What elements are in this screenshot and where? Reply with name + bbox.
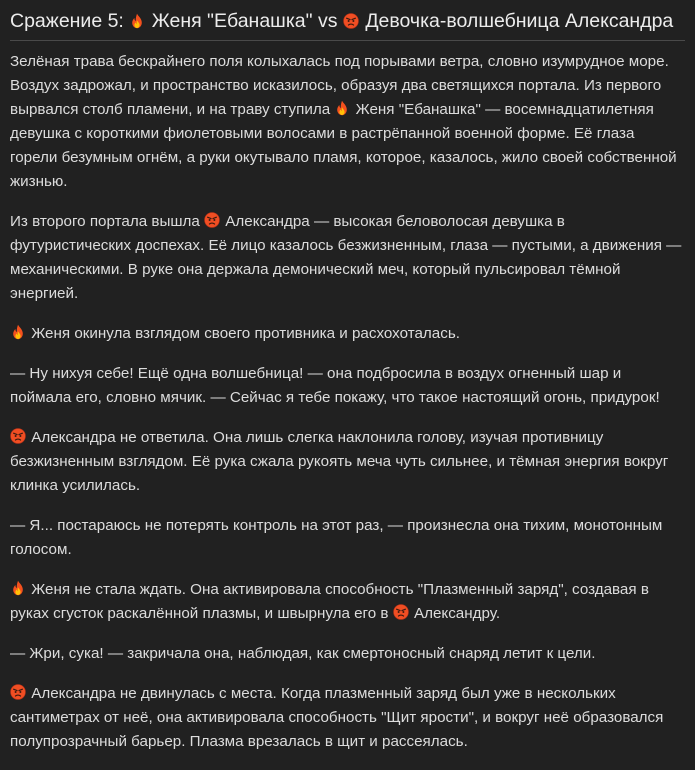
angry-face-icon bbox=[393, 604, 409, 620]
title-fighter-2: Девочка-волшебница Александра bbox=[365, 10, 674, 32]
paragraph-text: Из второго портала вышла bbox=[10, 213, 205, 230]
title-fighter-1: Женя "Ебанашка" bbox=[151, 10, 313, 32]
paragraph-text: Александру. bbox=[409, 605, 501, 622]
angry-face-icon bbox=[204, 212, 220, 228]
fire-icon bbox=[334, 100, 350, 116]
angry-face-icon bbox=[10, 428, 26, 444]
paragraph-text: Александра — высокая беловолосая девушка в футуристических доспехах. Её лицо казалось безжизненным, глаза — пустыми, а движения — механическими. В руке она держала демонический меч, который пульсировал тёмной энергией. bbox=[10, 213, 682, 302]
paragraph-text: Александра не ответила. Она лишь слегка наклонила голову, изучая противницу безжизненным взглядом. Её рука сжала рукоять меча чуть сильнее, и тёмная энергия вокруг клинка усилилась. bbox=[10, 429, 669, 494]
paragraph-text: — Жри, сука! — закричала она, наблюдая, как смертоносный снаряд летит к цели. bbox=[10, 645, 596, 662]
angry-face-icon bbox=[10, 684, 26, 700]
paragraph bbox=[10, 682, 685, 754]
angry-face-icon bbox=[343, 13, 359, 29]
paragraph bbox=[10, 578, 685, 626]
paragraph-text: Зелёная трава бескрайнего поля колыхалась под порывами ветра, словно изумрудное море. Воздух задрожал, и пространство исказилось, образуя два светящихся портала. Из первого вырвался столб пламени, и на траву ступила bbox=[10, 53, 669, 118]
paragraph bbox=[10, 322, 685, 346]
title-prefix: Сражение 5: bbox=[10, 10, 130, 32]
fire-icon bbox=[129, 13, 145, 29]
paragraph bbox=[10, 50, 685, 194]
paragraph bbox=[10, 514, 685, 562]
paragraph-text: Женя "Ебанашка" — восемнадцатилетняя девушка с короткими фиолетовыми волосами в растрёпанной военной форме. Её глаза горели безумным огнём, а руки окутывало пламя, которое, казалось, жило своей собственной жизнью. bbox=[10, 101, 677, 190]
paragraph-text: — Ну нихуя себе! Ещё одна волшебница! — она подбросила в воздух огненный шар и поймала его, словно мячик. — Сейчас я тебе покажу, что такое настоящий огонь, придурок! bbox=[10, 365, 660, 406]
fire-icon bbox=[10, 324, 26, 340]
paragraph-text: Александра не двинулась с места. Когда плазменный заряд был уже в нескольких сантиметрах от неё, она активировала способность "Щит ярости", и вокруг неё образовался полупрозрачный барьер. Плазма врезалась в щит и рассеялась. bbox=[10, 685, 664, 750]
article-title bbox=[10, 0, 685, 34]
title-vs: vs bbox=[312, 10, 343, 32]
paragraph-text: Женя не стала ждать. Она активировала способность "Плазменный заряд", создавая в руках сгусток раскалённой плазмы, и швырнула его в bbox=[10, 581, 649, 622]
paragraph bbox=[10, 362, 685, 410]
paragraph bbox=[10, 426, 685, 498]
paragraph-text: Женя окинула взглядом своего противника и расхохоталась. bbox=[27, 325, 460, 342]
paragraph bbox=[10, 210, 685, 306]
title-divider bbox=[10, 40, 685, 41]
paragraph-text: — Я... постараюсь не потерять контроль на этот раз, — произнесла она тихим, монотонным голосом. bbox=[10, 517, 663, 558]
fire-icon bbox=[10, 580, 26, 596]
article-body bbox=[10, 50, 685, 754]
paragraph bbox=[10, 642, 685, 666]
